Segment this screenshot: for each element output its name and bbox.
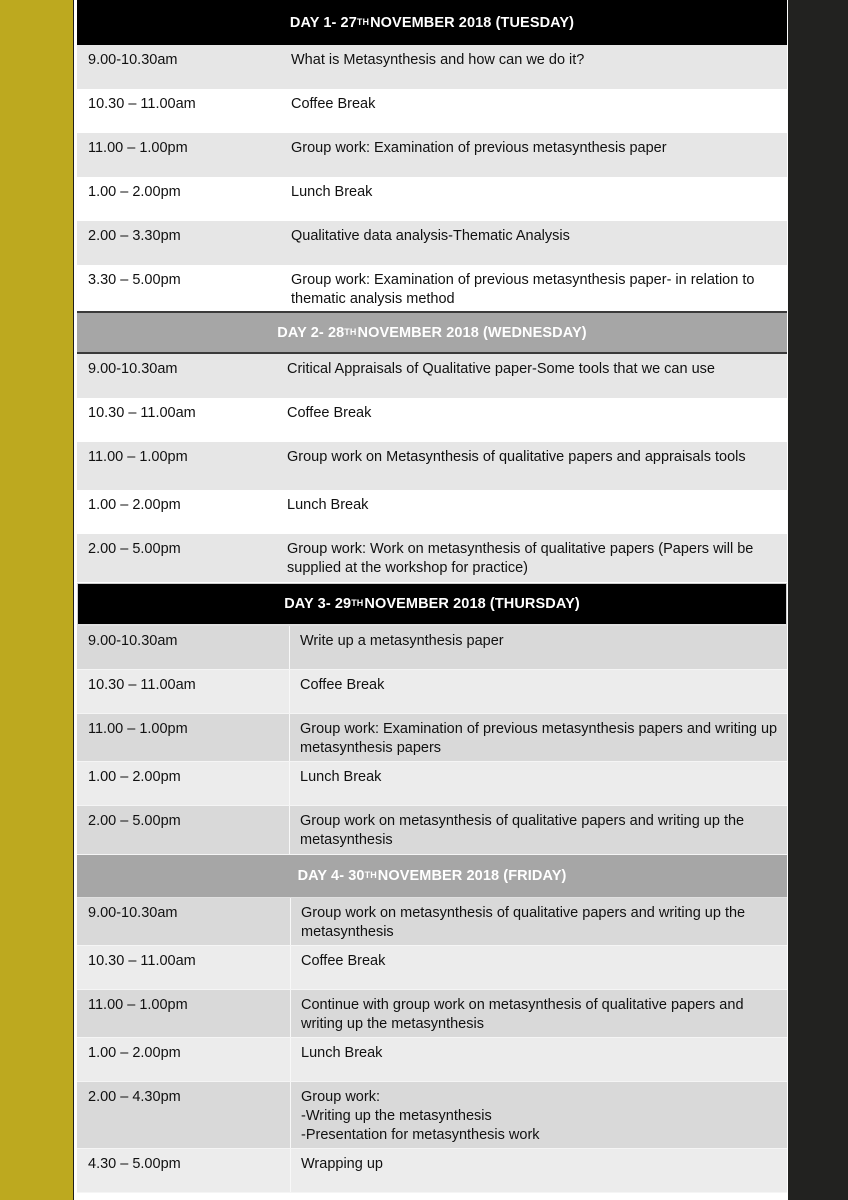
day-3-label-post: NOVEMBER 2018 (THURSDAY) [364, 596, 580, 612]
table-row [77, 45, 787, 89]
activity-cell: Group work: Examination of previous metasynthesis paper [291, 140, 667, 156]
time-cell: 10.30 – 11.00am [88, 405, 196, 421]
activity-cell: Lunch Break [287, 497, 369, 513]
table-row [77, 990, 787, 1038]
activity-cell: Group work: Work on metasynthesis of qualitative papers (Papers will be supplied at the workshop for practice) [287, 541, 754, 576]
day-1-header [77, 0, 787, 45]
time-cell: 10.30 – 11.00am [88, 96, 196, 112]
left-gold-band [0, 0, 73, 1200]
table-row [77, 490, 787, 534]
time-cell: 4.30 – 5.00pm [77, 1149, 291, 1192]
time-cell: 2.00 – 5.00pm [77, 806, 290, 854]
time-cell: 1.00 – 2.00pm [88, 497, 181, 513]
time-cell: 11.00 – 1.00pm [77, 990, 291, 1037]
time-cell: 1.00 – 2.00pm [77, 1038, 291, 1081]
activity-line: -Writing up the metasynthesis [301, 1108, 492, 1124]
table-row [77, 898, 787, 946]
time-cell: 9.00-10.30am [77, 898, 291, 945]
time-cell: 2.00 – 3.30pm [88, 228, 181, 244]
table-row [77, 806, 787, 855]
activity-cell: Group work: Examination of previous metasynthesis papers and writing up metasynthesis papers [300, 721, 778, 756]
activity-cell: Coffee Break [287, 405, 372, 421]
time-cell: 11.00 – 1.00pm [77, 714, 290, 761]
table-row [77, 177, 787, 221]
time-cell: 2.00 – 5.00pm [88, 541, 181, 557]
time-cell: 2.00 – 4.30pm [77, 1082, 291, 1148]
table-row [77, 626, 787, 670]
activity-line: Group work: [301, 1089, 380, 1105]
table-row [77, 946, 787, 990]
day-2-rows [77, 354, 787, 582]
time-cell: 10.30 – 11.00am [77, 670, 290, 713]
day-1-label-pre: DAY 1- 27 [289, 14, 357, 31]
activity-cell: Group work on metasynthesis of qualitative papers and writing up the metasynthesis [300, 813, 745, 848]
time-cell: 9.00-10.30am [88, 361, 178, 377]
activity-cell: Continue with group work on metasynthesis of qualitative papers and writing up the metasynthesis [301, 997, 744, 1032]
table-row [77, 442, 787, 490]
activity-cell: Group work on Metasynthesis of qualitative papers and appraisals tools [287, 449, 746, 465]
day-4-label-post: NOVEMBER 2018 (FRIDAY) [377, 868, 567, 884]
activity-cell: Group work on metasynthesis of qualitative papers and writing up the metasynthesis [301, 905, 746, 940]
day-1-label-post: NOVEMBER 2018 (TUESDAY) [370, 14, 575, 31]
table-row [77, 265, 787, 311]
time-cell: 9.00-10.30am [77, 626, 290, 669]
activity-cell: Critical Appraisals of Qualitative paper-Some tools that we can use [287, 361, 715, 377]
activity-cell: Coffee Break [291, 96, 376, 112]
activity-cell: Write up a metasynthesis paper [300, 633, 504, 649]
day-1-label-sup: TH [356, 16, 370, 27]
day-2-label-pre: DAY 2- 28 [277, 324, 345, 341]
table-row [77, 221, 787, 265]
activity-cell: Wrapping up [301, 1156, 383, 1172]
table-row [77, 762, 787, 806]
activity-cell: What is Metasynthesis and how can we do it? [291, 52, 585, 68]
day-4-label-sup: TH [364, 870, 377, 880]
table-row [77, 1038, 787, 1082]
time-cell: 9.00-10.30am [88, 52, 178, 68]
table-row [77, 354, 787, 398]
day-2-label-post: NOVEMBER 2018 (WEDNESDAY) [357, 324, 587, 341]
table-row [77, 89, 787, 133]
time-cell: 3.30 – 5.00pm [88, 272, 181, 288]
table-row [77, 398, 787, 442]
time-cell: 11.00 – 1.00pm [88, 449, 188, 465]
time-cell: 1.00 – 2.00pm [77, 762, 290, 805]
time-cell: 10.30 – 11.00am [77, 946, 291, 989]
day-2-header [77, 311, 787, 354]
day-3-label-sup: TH [351, 598, 364, 608]
activity-cell [291, 1082, 787, 1148]
day-2-label-sup: TH [344, 326, 357, 337]
table-row [77, 714, 787, 762]
day-4-label-pre: DAY 4- 30 [297, 868, 365, 884]
table-row [77, 133, 787, 177]
time-cell: 11.00 – 1.00pm [88, 140, 188, 156]
day-4-section [77, 855, 787, 1193]
activity-cell: Lunch Break [291, 184, 373, 200]
table-row [77, 534, 787, 582]
activity-cell: Group work: Examination of previous metasynthesis paper- in relation to thematic analysis method [291, 272, 755, 307]
activity-cell: Coffee Break [300, 677, 385, 693]
day-3-rows [77, 626, 787, 855]
day-2-section [77, 311, 787, 582]
day-4-header [77, 855, 787, 898]
activity-cell: Lunch Break [301, 1045, 383, 1061]
day-3-header [77, 583, 787, 626]
time-cell: 1.00 – 2.00pm [88, 184, 181, 200]
activity-cell: Lunch Break [300, 769, 382, 785]
table-row [77, 670, 787, 714]
table-row [77, 1149, 787, 1193]
activity-cell: Coffee Break [301, 953, 386, 969]
day-3-label-pre: DAY 3- 29 [284, 596, 352, 612]
day-4-rows [77, 898, 787, 1193]
activity-line: -Presentation for metasynthesis work [301, 1127, 540, 1143]
activity-cell: Qualitative data analysis-Thematic Analysis [291, 228, 570, 244]
day-3-section [77, 583, 787, 855]
day-1-section [77, 0, 787, 311]
right-dark-band [788, 0, 848, 1200]
day-1-rows [77, 45, 787, 311]
table-row [77, 1082, 787, 1149]
